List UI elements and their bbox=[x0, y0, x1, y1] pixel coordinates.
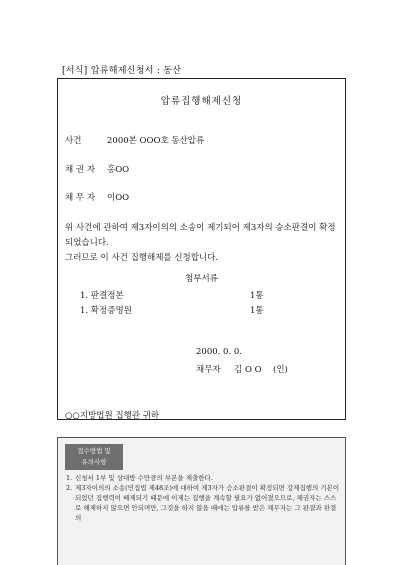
notice-item-text: 신청서 1부 및 상대방 수만큼의 부본을 제출한다. bbox=[75, 474, 213, 482]
notice-item bbox=[66, 473, 342, 483]
notice-item-text: 제3자이의의 소송(민집법 제48조)에 대하여 제3자가 승소판결이 확정되면 강제집행의 기본이 되었던 집행력이 배제되기 때문에 이제는 집행을 계속할 필요가 없어졌으므로, 채권자는 스스로 해제하지 않으면 안되며만, 그것을 하지 않을 때에는 압류를 받은 채무자는 그 판결과 판결의 bbox=[75, 484, 340, 522]
signature-line bbox=[196, 363, 288, 375]
creditor-label: 채 권 자 bbox=[65, 165, 96, 175]
notice-tag-line-1: 접수방법 및 bbox=[77, 447, 111, 455]
notice-tag-line-2: 유의사항 bbox=[81, 458, 107, 466]
signer-role: 채무자 bbox=[196, 365, 221, 375]
form-date: 2000. 0. 0. bbox=[196, 347, 242, 357]
application-form bbox=[57, 78, 346, 420]
document-header-label: [서식] 압류해제신청서 : 동산 bbox=[62, 66, 182, 76]
notice-item-number: 1. bbox=[66, 474, 73, 482]
attachment-count: 1통 bbox=[250, 306, 264, 316]
debtor-label: 채 무 자 bbox=[65, 193, 96, 203]
attachment-item bbox=[80, 289, 300, 301]
notice-item bbox=[66, 483, 342, 523]
signer-name: 김 O O bbox=[234, 365, 262, 375]
body-line-1: 위 사건에 관하여 제3자이의의 소송이 제기되어 제3자의 승소판결이 확정되었습니다. bbox=[65, 223, 336, 248]
court-addressee: ○○지방법원 집행관 귀하 bbox=[65, 411, 160, 421]
creditor-row bbox=[65, 163, 129, 175]
attachment-name: 1. 판결정본 bbox=[80, 291, 124, 301]
notice-section bbox=[57, 437, 346, 565]
body-line-2: 그러므로 이 사건 집행해제를 신청합니다. bbox=[65, 253, 219, 263]
attachment-count: 1통 bbox=[250, 291, 264, 301]
notice-item-number: 2. bbox=[66, 484, 73, 492]
form-body-text bbox=[65, 221, 343, 266]
attachment-item bbox=[80, 304, 300, 316]
case-label: 사건 bbox=[65, 136, 82, 146]
case-value: 2000본 OOO호 동산압류 bbox=[107, 136, 205, 146]
attachments-title: 첨부서류 bbox=[185, 274, 218, 284]
notice-tag bbox=[65, 444, 123, 470]
attachment-name: 1. 확정증명원 bbox=[80, 306, 132, 316]
debtor-row bbox=[65, 191, 129, 203]
case-row bbox=[65, 134, 204, 146]
form-title: 압류집행해제신청 bbox=[160, 96, 243, 107]
creditor-value: 홍OO bbox=[107, 165, 130, 175]
debtor-value: 이OO bbox=[107, 193, 130, 203]
notice-list bbox=[66, 473, 342, 523]
seal-mark: (인) bbox=[273, 365, 288, 375]
